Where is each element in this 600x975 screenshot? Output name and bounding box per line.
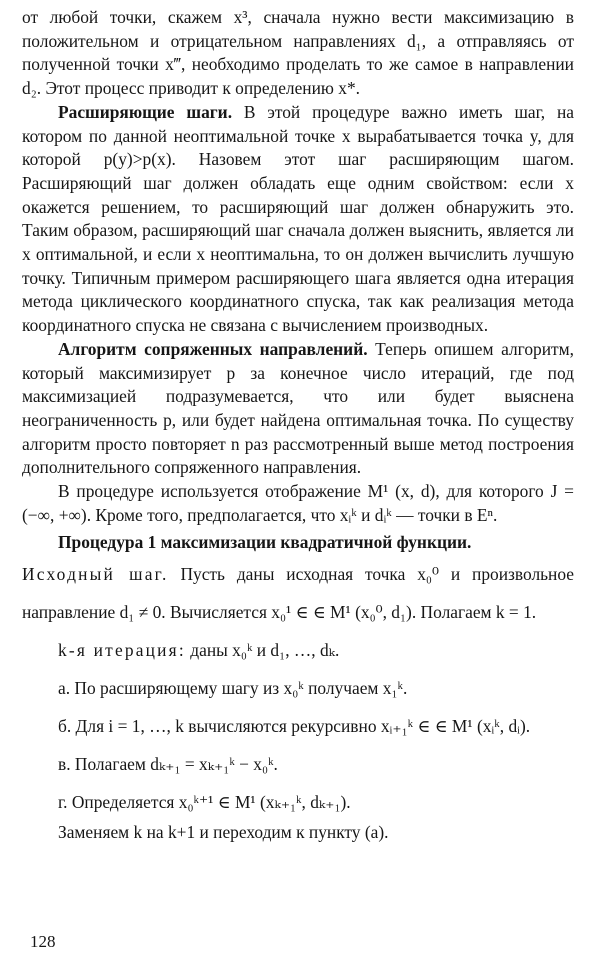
step-a: а. По расширяющему шагу из x₀ᵏ получаем x₁ᵏ. — [58, 678, 408, 699]
expanding-steps-paragraph — [22, 101, 574, 338]
conjugate-directions-body: Теперь опишем алгоритм, который максимизирует p за конечное число итераций, где под максимизацией подразумевается, что или будет выяснена неограниченность p, или будет найдена оптимальная точка. По существу алгоритм просто повторяет n раз рассмотренный выше метод построения дополнительного сопряженного направления. — [22, 338, 574, 478]
initial-step — [22, 555, 574, 631]
expanding-steps-body: В этой процедуре важно иметь шаг, на котором по данной неоптимальной точке x вырабатывается точка y, для которой p(y)>p(x). Назовем этот шаг расширяющим шагом. Расширяющий шаг должен обладать еще одним свойством: если x окажется решением, то расширяющий шаг должен обнаружить это. Таким образом, расширяющий шаг сначала должен выяснить, является ли x оптимальной, и если x неоптимальна, то он должен вычислить лучшую точку. Типичным примером расширяющего шага является одна итерация метода циклического координатного спуска, так как реализация метода координатного спуска не связана с вычислением производных. — [22, 101, 574, 336]
expanding-steps-heading: Расширяющие шаги. — [58, 101, 233, 122]
step-c: в. Полагаем dₖ₊₁ = xₖ₊₁ᵏ − x₀ᵏ. — [58, 754, 278, 775]
conjugate-directions-heading: Алгоритм сопряженных направлений. — [58, 338, 368, 359]
iteration-text: даны x₀ᵏ и d₁, …, dₖ. — [190, 640, 340, 661]
intro-paragraph: от любой точки, скажем x³, сначала нужно вести максимизацию в положительном и отрицательном направлениях d₁, а отправляясь от полученной точки x‴, необходимо проделать то же самое в направлении d₂. Этот процесс приводит к определению x*. — [22, 7, 574, 99]
procedure-title: Процедура 1 максимизации квадратичной функции. — [58, 532, 472, 553]
step-d: г. Определяется x₀ᵏ⁺¹ ∈ M¹ (xₖ₊₁ᵏ, dₖ₊₁). — [58, 792, 351, 813]
page-body — [22, 6, 574, 845]
step-b: б. Для i = 1, …, k вычисляются рекурсивно xᵢ₊₁ᵏ ∈ ∈ M¹ (xᵢᵏ, dᵢ). — [58, 716, 531, 737]
iteration-step — [22, 631, 574, 669]
conjugate-directions-paragraph — [22, 338, 574, 480]
initial-step-text: Пусть даны исходная точка x₀⁰ и произвольное направление d₁ ≠ 0. Вычисляется x₀¹ ∈ ∈ M¹ (x₀⁰, d₁). Полагаем k = 1. — [22, 564, 574, 623]
mapping-paragraph: В процедуре используется отображение M¹ (x, d), для которого J = (−∞, +∞). Кроме того, предполагается, что xᵢᵏ и dᵢᵏ — точки в Eⁿ. — [22, 481, 574, 525]
procedure-final-line: Заменяем k на k+1 и переходим к пункту (а). — [58, 822, 389, 843]
page-number: 128 — [30, 932, 56, 951]
iteration-label: k-я итерация: — [58, 640, 186, 661]
initial-step-label: Исходный шаг. — [22, 564, 169, 585]
procedure-block — [22, 531, 574, 844]
